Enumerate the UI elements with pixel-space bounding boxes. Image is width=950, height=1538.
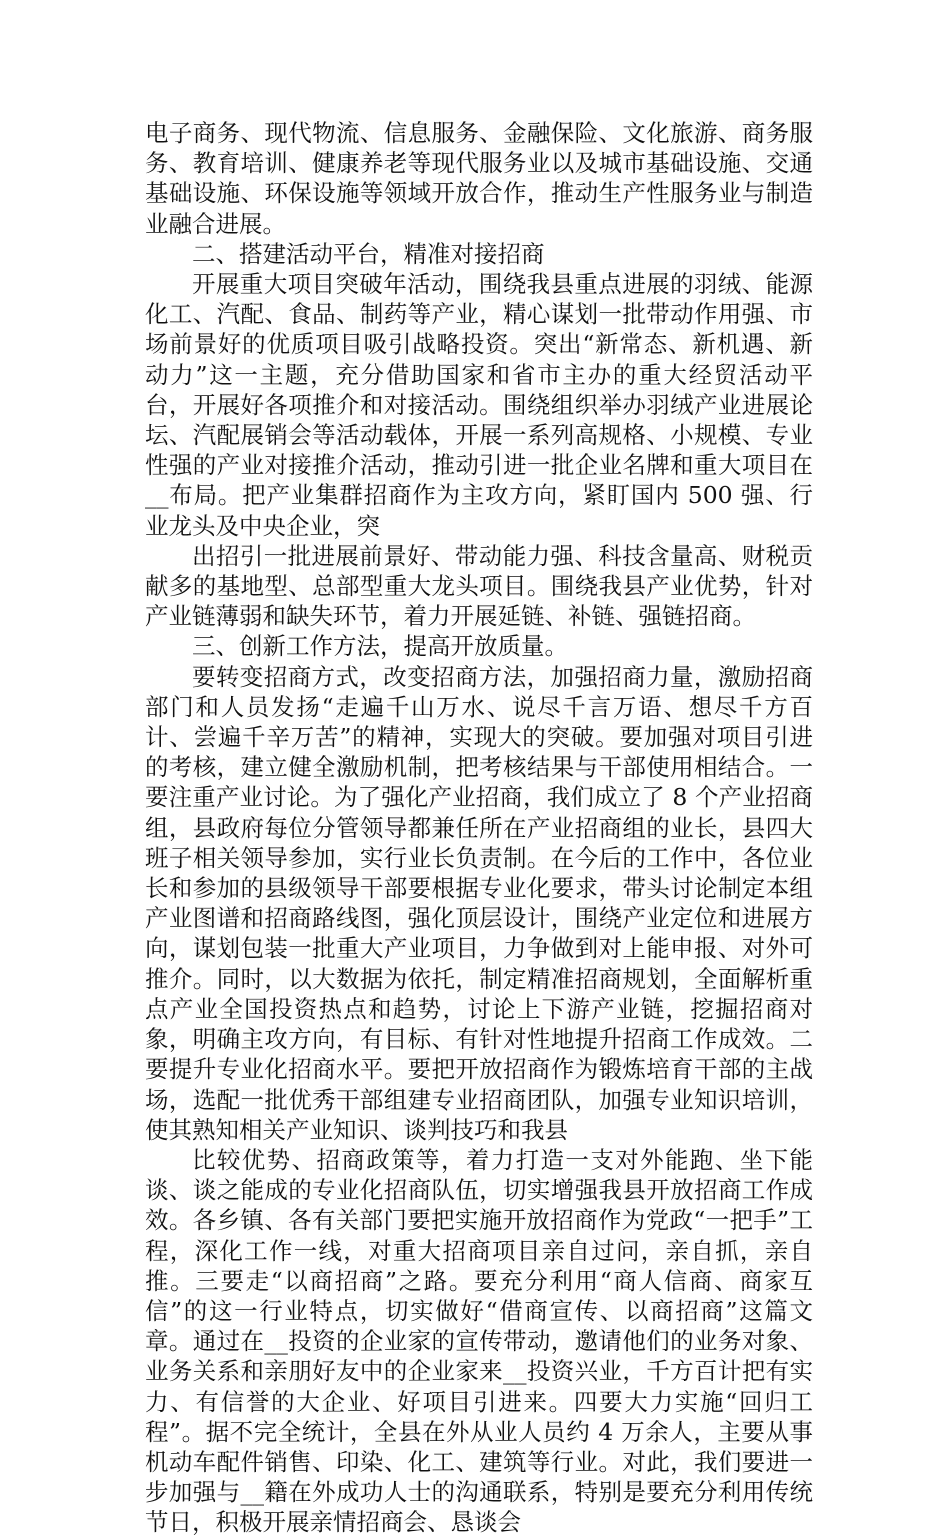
section-heading-methods: 三、创新工作方法，提高开放质量。 <box>192 632 568 661</box>
paragraph-major-projects: 开展重大项目突破年活动，围绕我县重点进展的羽绒、能源化工、汽配、食品、制药等产业，精心谋划一批带动作用强、市场前景好的优质项目吸引战略投资。突出“新常态、新机遇、新动力”这一主题，充分借助国家和省市主办的重大经贸活动平台，开展好各项推介和对接活动。围绕组织举办羽绒产业进展论坛、汽配展销会等活动载体，开展一系列高规格、小规模、专业性强的产业对接推介活动，推动引进一批企业名牌和重大项目在__布局。把产业集群招商作为主攻方向，紧盯国内 500 强、行业龙头及中央企业，突 <box>145 270 813 540</box>
paragraph-comparative-advantage: 比较优势、招商政策等，着力打造一支对外能跑、坐下能谈、谈之能成的专业化招商队伍，切实增强我县开放招商工作成效。各乡镇、各有关部门要把实施开放招商作为党政“一把手”工程，深化工作一线，对重大招商项目亲自过问，亲自抓，亲自推。三要走“以商招商”之路。要充分利用“商人信商、商家互信”的这一行业特点，切实做好“借商宣传、以商招商”这篇文章。通过在__投资的企业家的宣传带动，邀请他们的业务对象、业务关系和亲朋好友中的企业家来__投资兴业，千方百计把有实力、有信誉的大企业、好项目引进来。四要大力实施“回归工程”。据不完全统计，全县在外从业人员约 4 万余人，主要从事机动车配件销售、印染、化工、建筑等行业。对此，我们要进一步加强与__籍在外成功人士的沟通联系，特别是要充分利用传统节日，积极开展亲情招商会、恳谈会 <box>145 1145 813 1537</box>
paragraph-leading-projects: 出招引一批进展前景好、带动能力强、科技含量高、财税贡献多的基地型、总部型重大龙头项目。围绕我县产业优势，针对产业链薄弱和缺失环节，着力开展延链、补链、强链招商。 <box>145 541 813 631</box>
document-page <box>145 118 813 1538</box>
section-heading-platform: 二、搭建活动平台，精准对接招商 <box>192 239 545 268</box>
paragraph-investment-methods: 要转变招商方式，改变招商方法，加强招商力量，激励招商部门和人员发扬“走遍千山万水、说尽千言万语、想尽千方百计、尝遍千辛万苦”的精神，实现大的突破。要加强对项目引进的考核，建立健全激励机制，把考核结果与干部使用相结合。一要注重产业讨论。为了强化产业招商，我们成立了 8 个产业招商组，县政府每位分管领导都兼任所在产业招商组的业长，县四大班子相关领导参加，实行业长负责制。在今后的工作中，各位业长和参加的县级领导干部要根据专业化要求，带头讨论制定本组产业图谱和招商路线图，强化顶层设计，围绕产业定位和进展方向，谋划包装一批重大产业项目，力争做到对上能申报、对外可推介。同时，以大数据为依托，制定精准招商规划，全面解析重点产业全国投资热点和趋势，讨论上下游产业链，挖掘招商对象，明确主攻方向，有目标、有针对性地提升招商工作成效。二要提升专业化招商水平。要把开放招商作为锻炼培育干部的主战场，选配一批优秀干部组建专业招商团队，加强专业知识培训，使其熟知相关产业知识、谈判技巧和我县 <box>145 662 813 1144</box>
paragraph-services-cooperation: 电子商务、现代物流、信息服务、金融保险、文化旅游、商务服务、教育培训、健康养老等现代服务业以及城市基础设施、交通基础设施、环保设施等领域开放合作，推动生产性服务业与制造业融合进展。 <box>145 119 813 238</box>
